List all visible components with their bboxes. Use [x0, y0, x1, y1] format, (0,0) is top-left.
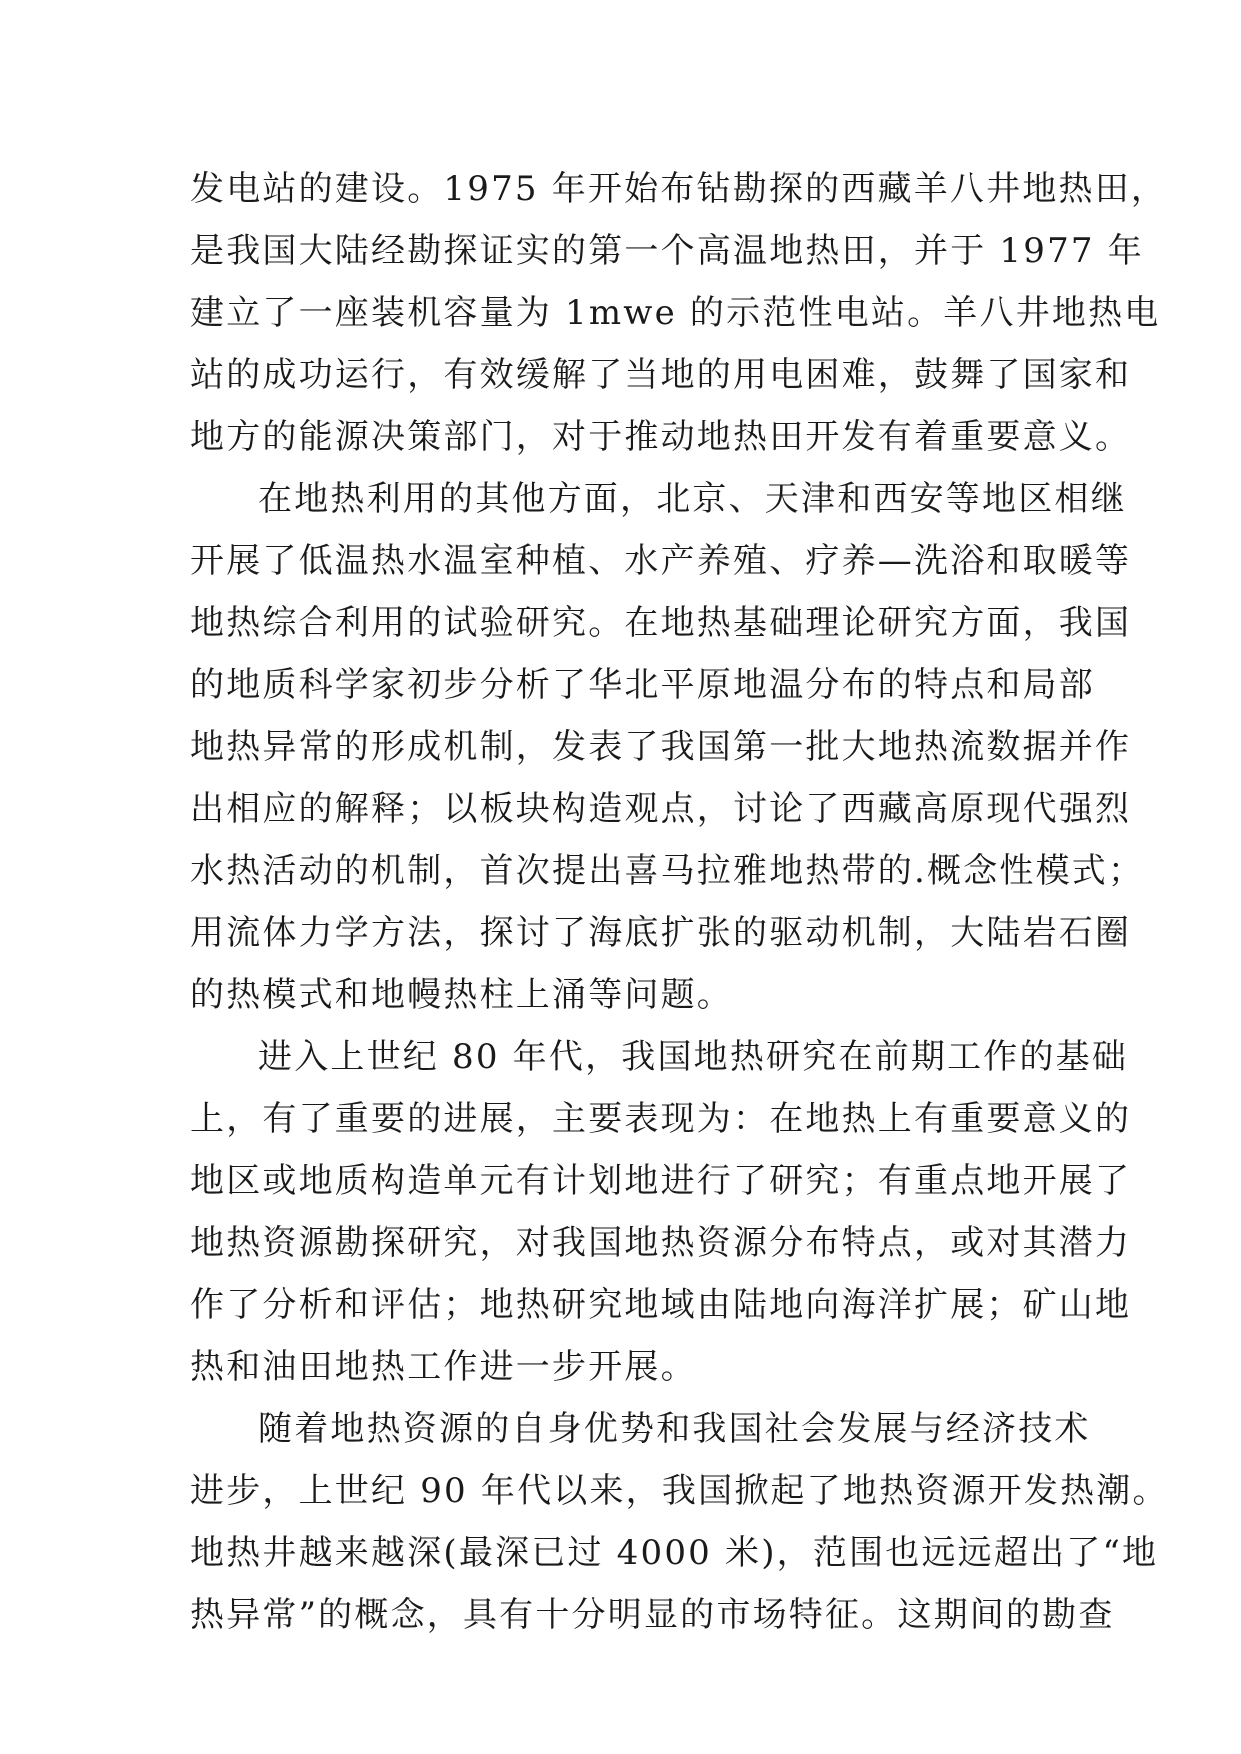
text-line: 地热井越来越深(最深已过 4000 米)，范围也远远超出了“地	[190, 1533, 1159, 1573]
text-line: 在地热利用的其他方面，北京、天津和西安等地区相继	[258, 479, 1127, 519]
text-line: 热和油田地热工作进一步开展。	[190, 1347, 697, 1387]
text-line: 地热综合利用的试验研究。在地热基础理论研究方面，我国	[190, 603, 1132, 643]
text-line: 地区或地质构造单元有计划地进行了研究；有重点地开展了	[190, 1161, 1132, 1201]
text-line: 的地质科学家初步分析了华北平原地温分布的特点和局部	[190, 665, 1095, 705]
text-line: 上，有了重要的进展，主要表现为：在地热上有重要意义的	[190, 1099, 1132, 1139]
text-line: 用流体力学方法，探讨了海底扩张的驱动机制，大陆岩石圈	[190, 913, 1132, 953]
body-text	[190, 158, 1169, 1646]
text-line: 地热资源勘探研究，对我国地热资源分布特点，或对其潜力	[190, 1223, 1132, 1263]
paragraph-4	[190, 1398, 1169, 1646]
text-line: 热异常”的概念，具有十分明显的市场特征。这期间的勘查	[190, 1595, 1115, 1635]
paragraph-1	[190, 158, 1168, 468]
text-line: 出相应的解释；以板块构造观点，讨论了西藏高原现代强烈	[190, 789, 1132, 829]
text-line: 地热异常的形成机制，发表了我国第一批大地热流数据并作	[190, 727, 1132, 767]
text-line: 的热模式和地幔热柱上涌等问题。	[190, 975, 733, 1015]
text-line: 进步，上世纪 90 年代以来，我国掀起了地热资源开发热潮。	[190, 1471, 1169, 1511]
text-line: 开展了低温热水温室种植、水产养殖、疗养—洗浴和取暖等	[190, 541, 1132, 581]
paragraph-3	[190, 1026, 1132, 1398]
text-line: 作了分析和评估；地热研究地域由陆地向海洋扩展；矿山地	[190, 1285, 1132, 1325]
paragraph-2	[190, 468, 1145, 1026]
text-line: 发电站的建设。1975 年开始布钻勘探的西藏羊八井地热田，	[190, 169, 1168, 209]
text-line: 水热活动的机制，首次提出喜马拉雅地热带的.概念性模式；	[190, 851, 1145, 891]
text-line: 建立了一座装机容量为 1mwe 的示范性电站。羊八井地热电	[190, 293, 1161, 333]
text-line: 是我国大陆经勘探证实的第一个高温地热田，并于 1977 年	[190, 231, 1144, 271]
text-line: 地方的能源决策部门，对于推动地热田开发有着重要意义。	[190, 417, 1132, 457]
text-line: 随着地热资源的自身优势和我国社会发展与经济技术	[258, 1409, 1091, 1449]
text-line: 站的成功运行，有效缓解了当地的用电困难，鼓舞了国家和	[190, 355, 1132, 395]
text-line: 进入上世纪 80 年代，我国地热研究在前期工作的基础	[258, 1037, 1129, 1077]
